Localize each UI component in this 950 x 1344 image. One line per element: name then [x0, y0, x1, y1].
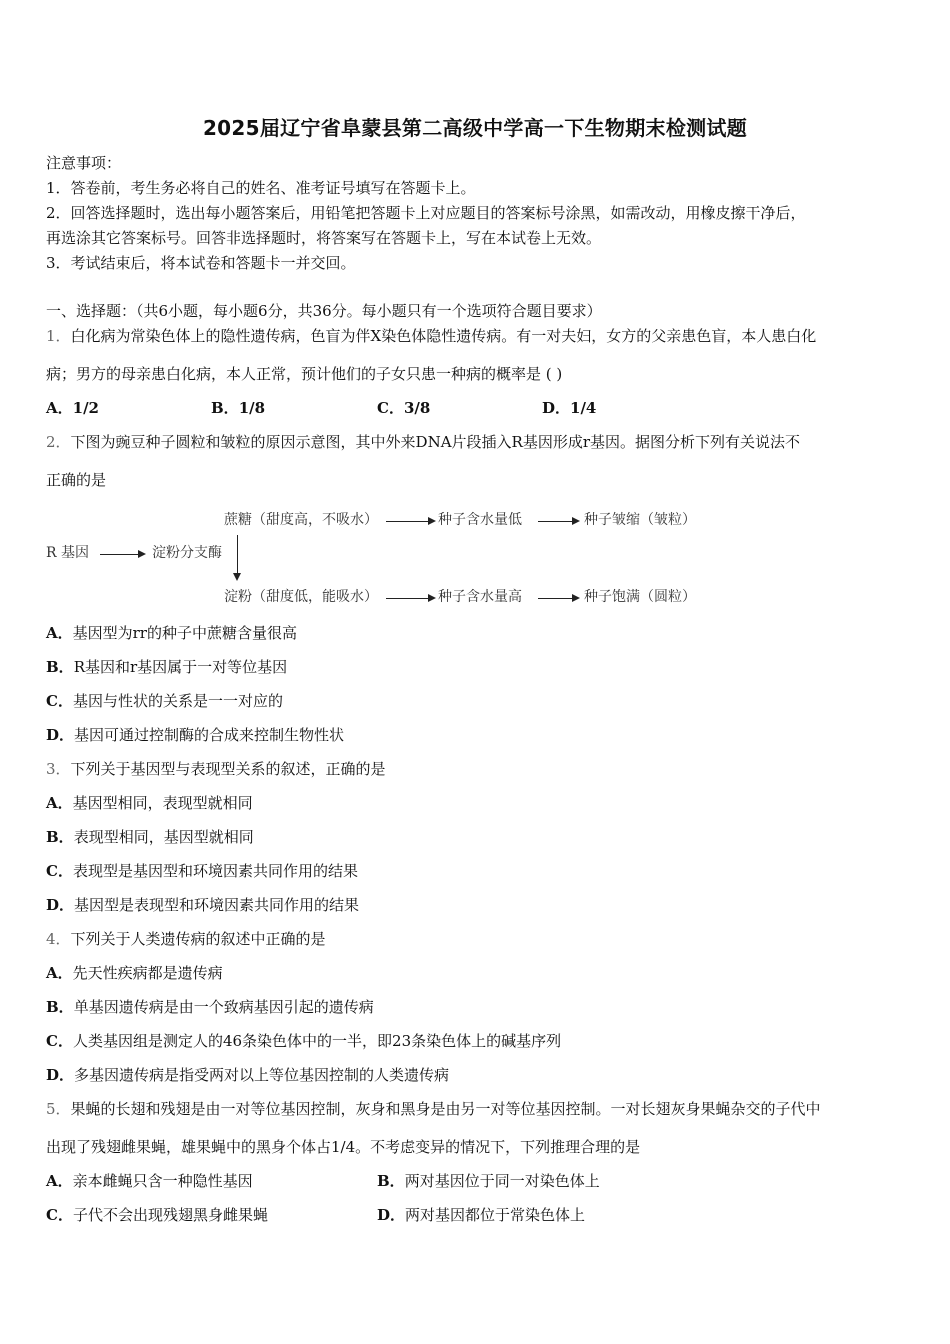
- option-label: C．: [46, 692, 73, 710]
- arrow-right-icon: [386, 521, 434, 522]
- option-text: 基因可通过控制酶的合成来控制生物性状: [74, 726, 345, 744]
- diagram-round: 种子饱满（圆粒）: [584, 589, 696, 605]
- diagram-starch: 淀粉（甜度低，能吸水）: [224, 589, 378, 605]
- option-label: D．: [542, 399, 571, 417]
- option-text: 3/8: [403, 399, 431, 417]
- option-text: 多基因遗传病是指受两对以上等位基因控制的人类遗传病: [74, 1066, 450, 1084]
- option-label: D．: [46, 726, 75, 744]
- arrow-down-icon: [237, 535, 238, 579]
- arrow-right-icon: [538, 598, 578, 599]
- question-5-option-d[interactable]: [377, 1205, 585, 1225]
- option-text: 子代不会出现残翅黑身雌果蝇: [72, 1206, 268, 1224]
- option-label: A．: [46, 1172, 73, 1190]
- question-5-option-b[interactable]: [377, 1171, 600, 1191]
- diagram-sucrose: 蔗糖（甜度高，不吸水）: [224, 512, 378, 528]
- option-text: 人类基因组是测定人的46条染色体中的一半，即23条染色体上的碱基序列: [72, 1032, 562, 1050]
- option-text: 1/2: [72, 399, 99, 417]
- arrow-right-icon: [386, 598, 434, 599]
- question-3-option-d[interactable]: [46, 895, 359, 915]
- option-text: 先天性疾病都是遗传病: [72, 964, 223, 982]
- arrow-right-icon: [538, 521, 578, 522]
- option-text: 表现型是基因型和环境因素共同作用的结果: [72, 862, 358, 880]
- diagram-enzyme: 淀粉分支酶: [152, 545, 222, 561]
- option-text: 基因与性状的关系是一一对应的: [72, 692, 283, 710]
- question-1-stem-cont: 病；男方的母亲患白化病，本人正常，预计他们的子女只患一种病的概率是 ( ): [46, 365, 563, 383]
- question-3-stem: [46, 759, 386, 779]
- option-text: 单基因遗传病是由一个致病基因引起的遗传病: [73, 998, 374, 1016]
- question-text: 下列关于基因型与表现型关系的叙述，正确的是: [70, 760, 386, 778]
- question-text: 果蝇的长翅和残翅是由一对等位基因控制，灰身和黑身是由另一对等位基因控制。一对长翅灰身果蝇杂交的子代中: [70, 1100, 821, 1118]
- question-text: 白化病为常染色体上的隐性遗传病，色盲为伴X染色体隐性遗传病。有一对夫妇，女方的父亲患色盲，本人患白化: [70, 327, 817, 345]
- option-text: 两对基因都位于常染色体上: [405, 1206, 586, 1224]
- question-number: 1．: [46, 327, 71, 345]
- diagram-r-gene: R 基因: [46, 545, 89, 561]
- question-2-option-b[interactable]: [46, 657, 287, 677]
- diagram-high-water: 种子含水量高: [438, 589, 522, 605]
- notice-item-1: 1．答卷前，考生务必将自己的姓名、准考证号填写在答题卡上。: [46, 179, 476, 197]
- question-5-stem-cont: 出现了残翅雌果蝇，雄果蝇中的黑身个体占1/4。不考虑变异的情况下，下列推理合理的是: [46, 1138, 641, 1156]
- notice-heading: 注意事项：: [46, 154, 122, 172]
- option-text: R基因和r基因属于一对等位基因: [73, 658, 288, 676]
- notice-item-3: 3．考试结束后，将本试卷和答题卡一并交回。: [46, 254, 356, 272]
- diagram-low-water: 种子含水量低: [438, 512, 522, 528]
- page-title: 2025届辽宁省阜蒙县第二高级中学高一下生物期末检测试题: [202, 116, 748, 140]
- option-label: B．: [46, 658, 74, 676]
- option-label: B．: [211, 399, 239, 417]
- question-text: 下图为豌豆种子圆粒和皱粒的原因示意图，其中外来DNA片段插入R基因形成r基因。据图分析下列有关说法不: [70, 433, 800, 451]
- option-label: C．: [377, 399, 404, 417]
- question-1-option-c[interactable]: [377, 398, 430, 418]
- question-5-option-a[interactable]: [46, 1171, 253, 1191]
- question-2-stem: [46, 432, 800, 452]
- notice-item-2-cont: 再选涂其它答案标号。回答非选择题时，将答案写在答题卡上，写在本试卷上无效。: [46, 229, 602, 247]
- option-label: C．: [46, 862, 73, 880]
- arrow-right-icon: [100, 554, 144, 555]
- question-4-option-c[interactable]: [46, 1031, 561, 1051]
- question-3-option-b[interactable]: [46, 827, 254, 847]
- question-3-option-a[interactable]: [46, 793, 253, 813]
- pea-seed-diagram: [44, 505, 724, 613]
- question-4-option-d[interactable]: [46, 1065, 449, 1085]
- option-label: A．: [46, 399, 73, 417]
- option-label: C．: [46, 1032, 73, 1050]
- option-text: 1/8: [238, 399, 266, 417]
- option-label: D．: [46, 896, 75, 914]
- option-label: D．: [377, 1206, 406, 1224]
- option-label: A．: [46, 624, 73, 642]
- option-text: 基因型相同，表现型就相同: [72, 794, 253, 812]
- question-4-option-b[interactable]: [46, 997, 374, 1017]
- option-text: 表现型相同，基因型就相同: [73, 828, 254, 846]
- section-heading: 一、选择题：（共6小题，每小题6分，共36分。每小题只有一个选项符合题目要求）: [46, 302, 602, 320]
- diagram-wrinkled: 种子皱缩（皱粒）: [584, 512, 696, 528]
- option-label: A．: [46, 794, 73, 812]
- option-text: 亲本雌蝇只含一种隐性基因: [72, 1172, 253, 1190]
- option-label: A．: [46, 964, 73, 982]
- question-2-option-d[interactable]: [46, 725, 344, 745]
- question-2-stem-cont: 正确的是: [46, 471, 107, 489]
- option-label: B．: [377, 1172, 405, 1190]
- question-4-option-a[interactable]: [46, 963, 223, 983]
- question-number: 2．: [46, 433, 71, 451]
- question-3-option-c[interactable]: [46, 861, 358, 881]
- question-5-stem: [46, 1099, 821, 1119]
- question-number: 4．: [46, 930, 71, 948]
- question-2-option-c[interactable]: [46, 691, 283, 711]
- notice-item-2: 2．回答选择题时，选出每小题答案后，用铅笔把答题卡上对应题目的答案标号涂黑，如需改动，用橡皮擦干净后，: [46, 204, 806, 222]
- option-text: 两对基因位于同一对染色体上: [404, 1172, 600, 1190]
- option-text: 基因型是表现型和环境因素共同作用的结果: [74, 896, 360, 914]
- option-label: D．: [46, 1066, 75, 1084]
- question-1-option-a[interactable]: [46, 398, 99, 418]
- question-2-option-a[interactable]: [46, 623, 297, 643]
- option-label: B．: [46, 998, 74, 1016]
- question-number: 5．: [46, 1100, 71, 1118]
- question-number: 3．: [46, 760, 71, 778]
- question-1-option-d[interactable]: [542, 398, 596, 418]
- question-text: 下列关于人类遗传病的叙述中正确的是: [70, 930, 326, 948]
- option-label: B．: [46, 828, 74, 846]
- question-1-stem: [46, 326, 816, 346]
- option-text: 基因型为rr的种子中蔗糖含量很高: [72, 624, 297, 642]
- question-1-option-b[interactable]: [211, 398, 265, 418]
- option-text: 1/4: [570, 399, 597, 417]
- option-label: C．: [46, 1206, 73, 1224]
- question-5-option-c[interactable]: [46, 1205, 268, 1225]
- question-4-stem: [46, 929, 326, 949]
